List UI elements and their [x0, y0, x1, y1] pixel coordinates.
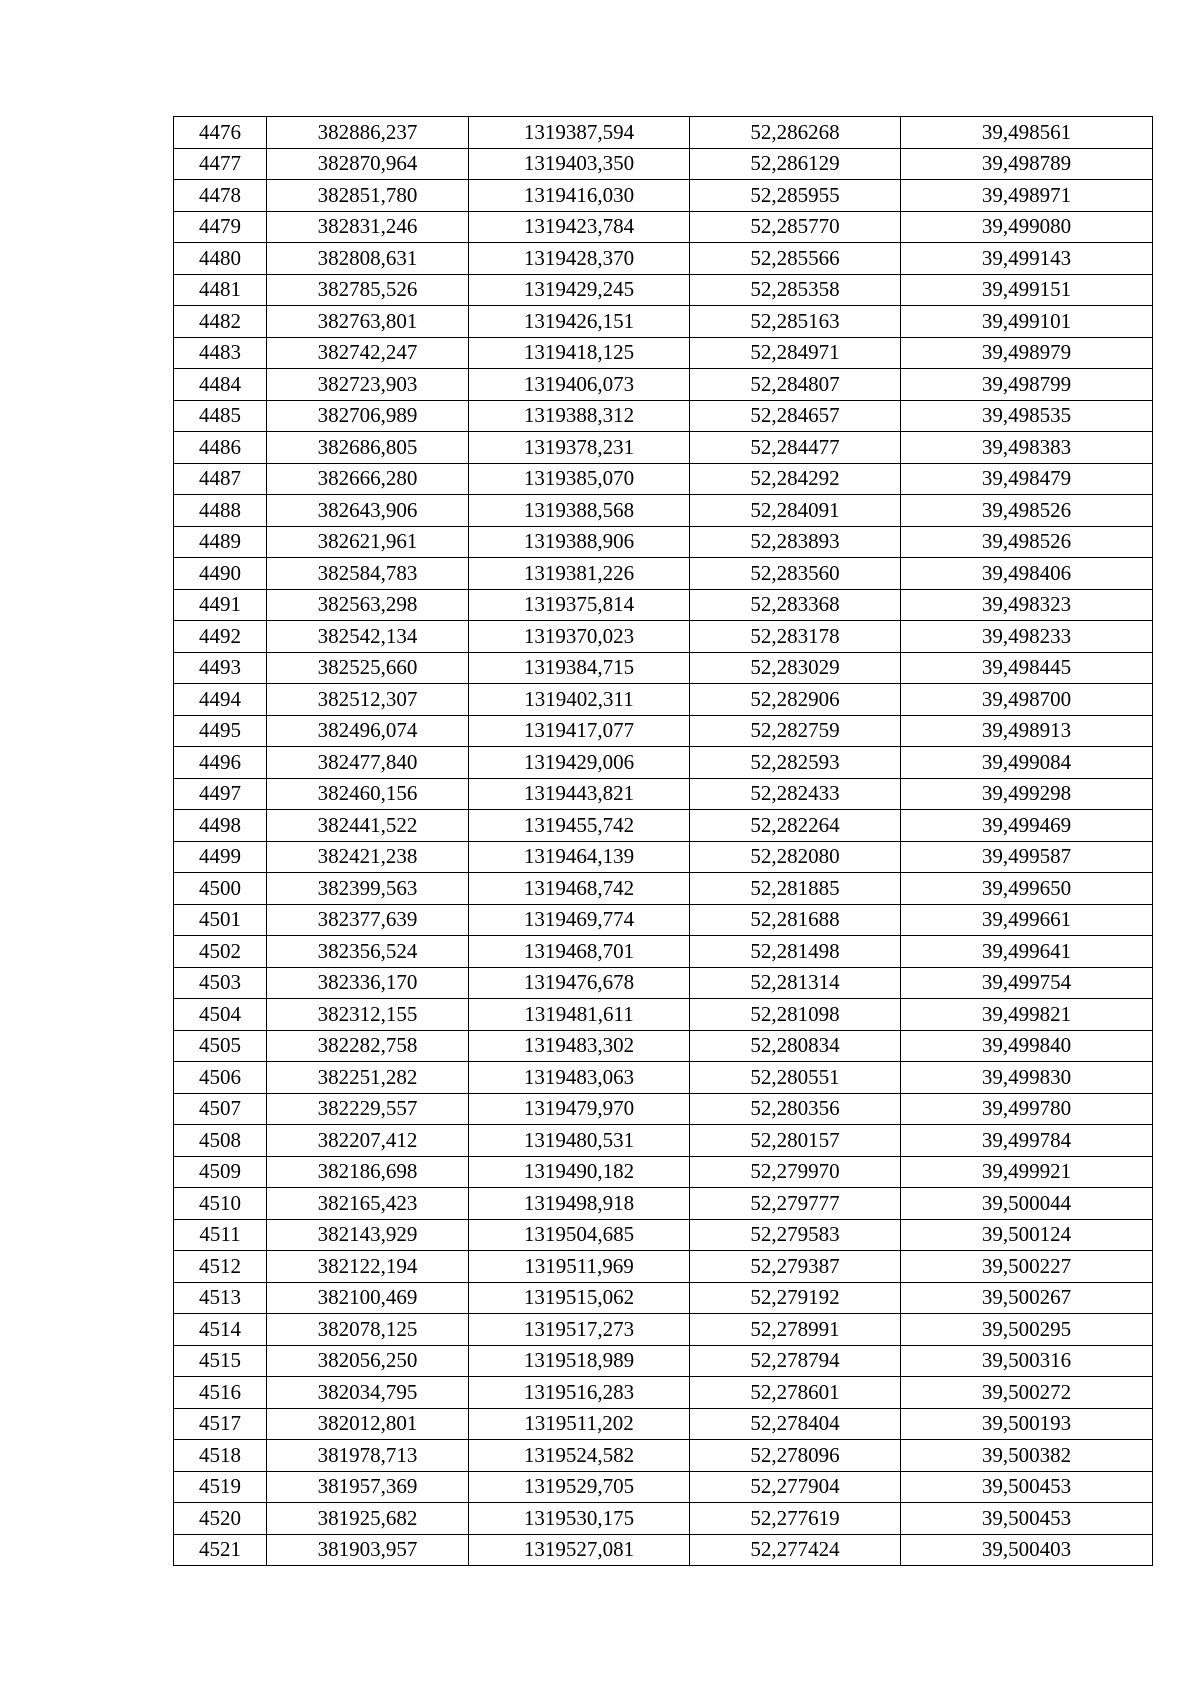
point-number-cell: 4479	[174, 211, 267, 243]
table-row	[174, 432, 1153, 464]
x-coordinate-cell: 382742,247	[267, 337, 469, 369]
x-coordinate-cell: 382399,563	[267, 873, 469, 905]
table-row	[174, 747, 1153, 779]
y-coordinate-cell: 1319476,678	[469, 967, 690, 999]
y-coordinate-cell: 1319403,350	[469, 148, 690, 180]
latitude-cell: 52,284477	[690, 432, 901, 464]
longitude-cell: 39,498526	[901, 526, 1153, 558]
point-number-cell: 4508	[174, 1125, 267, 1157]
table-row	[174, 117, 1153, 149]
longitude-cell: 39,500227	[901, 1251, 1153, 1283]
y-coordinate-cell: 1319455,742	[469, 810, 690, 842]
x-coordinate-cell: 382808,631	[267, 243, 469, 275]
table-row	[174, 243, 1153, 275]
x-coordinate-cell: 382496,074	[267, 715, 469, 747]
point-number-cell: 4498	[174, 810, 267, 842]
table-row	[174, 1251, 1153, 1283]
point-number-cell: 4480	[174, 243, 267, 275]
x-coordinate-cell: 382207,412	[267, 1125, 469, 1157]
y-coordinate-cell: 1319426,151	[469, 306, 690, 338]
table-row	[174, 1093, 1153, 1125]
table-row	[174, 558, 1153, 590]
y-coordinate-cell: 1319381,226	[469, 558, 690, 590]
table-row	[174, 967, 1153, 999]
point-number-cell: 4510	[174, 1188, 267, 1220]
point-number-cell: 4497	[174, 778, 267, 810]
x-coordinate-cell: 382763,801	[267, 306, 469, 338]
x-coordinate-cell: 382785,526	[267, 274, 469, 306]
table-row	[174, 1156, 1153, 1188]
x-coordinate-cell: 382460,156	[267, 778, 469, 810]
point-number-cell: 4503	[174, 967, 267, 999]
point-number-cell: 4488	[174, 495, 267, 527]
table-row	[174, 621, 1153, 653]
table-row	[174, 495, 1153, 527]
y-coordinate-cell: 1319385,070	[469, 463, 690, 495]
latitude-cell: 52,281885	[690, 873, 901, 905]
y-coordinate-cell: 1319483,063	[469, 1062, 690, 1094]
longitude-cell: 39,499784	[901, 1125, 1153, 1157]
x-coordinate-cell: 382831,246	[267, 211, 469, 243]
longitude-cell: 39,500453	[901, 1503, 1153, 1535]
y-coordinate-cell: 1319511,202	[469, 1408, 690, 1440]
latitude-cell: 52,282759	[690, 715, 901, 747]
x-coordinate-cell: 382078,125	[267, 1314, 469, 1346]
x-coordinate-cell: 382441,522	[267, 810, 469, 842]
table-row	[174, 936, 1153, 968]
x-coordinate-cell: 382643,906	[267, 495, 469, 527]
point-number-cell: 4509	[174, 1156, 267, 1188]
x-coordinate-cell: 382723,903	[267, 369, 469, 401]
x-coordinate-cell: 382312,155	[267, 999, 469, 1031]
y-coordinate-cell: 1319375,814	[469, 589, 690, 621]
longitude-cell: 39,498479	[901, 463, 1153, 495]
longitude-cell: 39,498913	[901, 715, 1153, 747]
latitude-cell: 52,283178	[690, 621, 901, 653]
x-coordinate-cell: 382477,840	[267, 747, 469, 779]
latitude-cell: 52,277904	[690, 1471, 901, 1503]
table-row	[174, 652, 1153, 684]
point-number-cell: 4506	[174, 1062, 267, 1094]
y-coordinate-cell: 1319530,175	[469, 1503, 690, 1535]
longitude-cell: 39,499821	[901, 999, 1153, 1031]
latitude-cell: 52,279583	[690, 1219, 901, 1251]
latitude-cell: 52,284657	[690, 400, 901, 432]
x-coordinate-cell: 382525,660	[267, 652, 469, 684]
latitude-cell: 52,279970	[690, 1156, 901, 1188]
point-number-cell: 4519	[174, 1471, 267, 1503]
x-coordinate-cell: 382886,237	[267, 117, 469, 149]
point-number-cell: 4518	[174, 1440, 267, 1472]
y-coordinate-cell: 1319469,774	[469, 904, 690, 936]
latitude-cell: 52,282906	[690, 684, 901, 716]
longitude-cell: 39,500453	[901, 1471, 1153, 1503]
point-number-cell: 4492	[174, 621, 267, 653]
y-coordinate-cell: 1319479,970	[469, 1093, 690, 1125]
y-coordinate-cell: 1319524,582	[469, 1440, 690, 1472]
latitude-cell: 52,286129	[690, 148, 901, 180]
table-row	[174, 1030, 1153, 1062]
x-coordinate-cell: 382229,557	[267, 1093, 469, 1125]
longitude-cell: 39,499084	[901, 747, 1153, 779]
table-row	[174, 589, 1153, 621]
y-coordinate-cell: 1319511,969	[469, 1251, 690, 1283]
longitude-cell: 39,499641	[901, 936, 1153, 968]
x-coordinate-cell: 382584,783	[267, 558, 469, 590]
longitude-cell: 39,500272	[901, 1377, 1153, 1409]
x-coordinate-cell: 382165,423	[267, 1188, 469, 1220]
latitude-cell: 52,285358	[690, 274, 901, 306]
point-number-cell: 4504	[174, 999, 267, 1031]
x-coordinate-cell: 382512,307	[267, 684, 469, 716]
table-row	[174, 1503, 1153, 1535]
y-coordinate-cell: 1319384,715	[469, 652, 690, 684]
x-coordinate-cell: 382686,805	[267, 432, 469, 464]
longitude-cell: 39,499298	[901, 778, 1153, 810]
x-coordinate-cell: 382666,280	[267, 463, 469, 495]
x-coordinate-cell: 382336,170	[267, 967, 469, 999]
latitude-cell: 52,284971	[690, 337, 901, 369]
table-row	[174, 211, 1153, 243]
point-number-cell: 4486	[174, 432, 267, 464]
latitude-cell: 52,283368	[690, 589, 901, 621]
y-coordinate-cell: 1319423,784	[469, 211, 690, 243]
x-coordinate-cell: 382122,194	[267, 1251, 469, 1283]
table-row	[174, 778, 1153, 810]
table-row	[174, 1377, 1153, 1409]
latitude-cell: 52,283029	[690, 652, 901, 684]
latitude-cell: 52,284292	[690, 463, 901, 495]
x-coordinate-cell: 381903,957	[267, 1534, 469, 1566]
table-row	[174, 1534, 1153, 1566]
longitude-cell: 39,500193	[901, 1408, 1153, 1440]
latitude-cell: 52,282433	[690, 778, 901, 810]
x-coordinate-cell: 382870,964	[267, 148, 469, 180]
x-coordinate-cell: 381957,369	[267, 1471, 469, 1503]
point-number-cell: 4505	[174, 1030, 267, 1062]
longitude-cell: 39,498799	[901, 369, 1153, 401]
longitude-cell: 39,498979	[901, 337, 1153, 369]
y-coordinate-cell: 1319527,081	[469, 1534, 690, 1566]
point-number-cell: 4494	[174, 684, 267, 716]
x-coordinate-cell: 382100,469	[267, 1282, 469, 1314]
y-coordinate-cell: 1319429,006	[469, 747, 690, 779]
x-coordinate-cell: 382034,795	[267, 1377, 469, 1409]
table-row	[174, 684, 1153, 716]
longitude-cell: 39,499780	[901, 1093, 1153, 1125]
point-number-cell: 4483	[174, 337, 267, 369]
y-coordinate-cell: 1319498,918	[469, 1188, 690, 1220]
latitude-cell: 52,285566	[690, 243, 901, 275]
longitude-cell: 39,498971	[901, 180, 1153, 212]
longitude-cell: 39,498535	[901, 400, 1153, 432]
point-number-cell: 4520	[174, 1503, 267, 1535]
table-row	[174, 1440, 1153, 1472]
table-row	[174, 1125, 1153, 1157]
table-row	[174, 1408, 1153, 1440]
latitude-cell: 52,283893	[690, 526, 901, 558]
table-row	[174, 306, 1153, 338]
y-coordinate-cell: 1319517,273	[469, 1314, 690, 1346]
longitude-cell: 39,500044	[901, 1188, 1153, 1220]
longitude-cell: 39,500267	[901, 1282, 1153, 1314]
table-row	[174, 148, 1153, 180]
latitude-cell: 52,279192	[690, 1282, 901, 1314]
point-number-cell: 4516	[174, 1377, 267, 1409]
table-row	[174, 999, 1153, 1031]
y-coordinate-cell: 1319388,312	[469, 400, 690, 432]
x-coordinate-cell: 382143,929	[267, 1219, 469, 1251]
y-coordinate-cell: 1319387,594	[469, 117, 690, 149]
x-coordinate-cell: 382542,134	[267, 621, 469, 653]
point-number-cell: 4514	[174, 1314, 267, 1346]
table-row	[174, 1188, 1153, 1220]
longitude-cell: 39,498526	[901, 495, 1153, 527]
latitude-cell: 52,280551	[690, 1062, 901, 1094]
table-row	[174, 1282, 1153, 1314]
latitude-cell: 52,282593	[690, 747, 901, 779]
table-row	[174, 400, 1153, 432]
point-number-cell: 4490	[174, 558, 267, 590]
table-row	[174, 1219, 1153, 1251]
x-coordinate-cell: 382356,524	[267, 936, 469, 968]
latitude-cell: 52,281314	[690, 967, 901, 999]
longitude-cell: 39,500124	[901, 1219, 1153, 1251]
longitude-cell: 39,498700	[901, 684, 1153, 716]
point-number-cell: 4476	[174, 117, 267, 149]
y-coordinate-cell: 1319464,139	[469, 841, 690, 873]
table-row	[174, 1345, 1153, 1377]
point-number-cell: 4482	[174, 306, 267, 338]
x-coordinate-cell: 381978,713	[267, 1440, 469, 1472]
latitude-cell: 52,281688	[690, 904, 901, 936]
y-coordinate-cell: 1319402,311	[469, 684, 690, 716]
y-coordinate-cell: 1319416,030	[469, 180, 690, 212]
y-coordinate-cell: 1319480,531	[469, 1125, 690, 1157]
x-coordinate-cell: 382282,758	[267, 1030, 469, 1062]
point-number-cell: 4501	[174, 904, 267, 936]
latitude-cell: 52,282080	[690, 841, 901, 873]
table-row	[174, 1062, 1153, 1094]
y-coordinate-cell: 1319518,989	[469, 1345, 690, 1377]
longitude-cell: 39,499661	[901, 904, 1153, 936]
table-row	[174, 180, 1153, 212]
latitude-cell: 52,279777	[690, 1188, 901, 1220]
x-coordinate-cell: 382186,698	[267, 1156, 469, 1188]
latitude-cell: 52,284091	[690, 495, 901, 527]
point-number-cell: 4487	[174, 463, 267, 495]
point-number-cell: 4507	[174, 1093, 267, 1125]
point-number-cell: 4496	[174, 747, 267, 779]
table-row	[174, 904, 1153, 936]
table-row	[174, 1314, 1153, 1346]
table-row	[174, 274, 1153, 306]
y-coordinate-cell: 1319504,685	[469, 1219, 690, 1251]
x-coordinate-cell: 382377,639	[267, 904, 469, 936]
longitude-cell: 39,499921	[901, 1156, 1153, 1188]
y-coordinate-cell: 1319515,062	[469, 1282, 690, 1314]
table-row	[174, 873, 1153, 905]
point-number-cell: 4512	[174, 1251, 267, 1283]
x-coordinate-cell: 381925,682	[267, 1503, 469, 1535]
y-coordinate-cell: 1319490,182	[469, 1156, 690, 1188]
y-coordinate-cell: 1319370,023	[469, 621, 690, 653]
longitude-cell: 39,498445	[901, 652, 1153, 684]
x-coordinate-cell: 382563,298	[267, 589, 469, 621]
point-number-cell: 4493	[174, 652, 267, 684]
y-coordinate-cell: 1319529,705	[469, 1471, 690, 1503]
longitude-cell: 39,498561	[901, 117, 1153, 149]
x-coordinate-cell: 382851,780	[267, 180, 469, 212]
latitude-cell: 52,277619	[690, 1503, 901, 1535]
longitude-cell: 39,499101	[901, 306, 1153, 338]
point-number-cell: 4500	[174, 873, 267, 905]
latitude-cell: 52,281098	[690, 999, 901, 1031]
longitude-cell: 39,498233	[901, 621, 1153, 653]
table-row	[174, 841, 1153, 873]
latitude-cell: 52,285163	[690, 306, 901, 338]
longitude-cell: 39,499587	[901, 841, 1153, 873]
latitude-cell: 52,285955	[690, 180, 901, 212]
longitude-cell: 39,499650	[901, 873, 1153, 905]
point-number-cell: 4513	[174, 1282, 267, 1314]
x-coordinate-cell: 382012,801	[267, 1408, 469, 1440]
longitude-cell: 39,500316	[901, 1345, 1153, 1377]
latitude-cell: 52,278404	[690, 1408, 901, 1440]
table-row	[174, 369, 1153, 401]
table-row	[174, 463, 1153, 495]
point-number-cell: 4477	[174, 148, 267, 180]
coordinates-table	[173, 116, 1153, 1566]
longitude-cell: 39,500403	[901, 1534, 1153, 1566]
longitude-cell: 39,499830	[901, 1062, 1153, 1094]
point-number-cell: 4517	[174, 1408, 267, 1440]
table-row	[174, 526, 1153, 558]
y-coordinate-cell: 1319406,073	[469, 369, 690, 401]
x-coordinate-cell: 382706,989	[267, 400, 469, 432]
latitude-cell: 52,279387	[690, 1251, 901, 1283]
y-coordinate-cell: 1319429,245	[469, 274, 690, 306]
x-coordinate-cell: 382621,961	[267, 526, 469, 558]
point-number-cell: 4499	[174, 841, 267, 873]
point-number-cell: 4515	[174, 1345, 267, 1377]
y-coordinate-cell: 1319428,370	[469, 243, 690, 275]
latitude-cell: 52,282264	[690, 810, 901, 842]
point-number-cell: 4521	[174, 1534, 267, 1566]
latitude-cell: 52,278991	[690, 1314, 901, 1346]
point-number-cell: 4502	[174, 936, 267, 968]
point-number-cell: 4485	[174, 400, 267, 432]
y-coordinate-cell: 1319388,568	[469, 495, 690, 527]
longitude-cell: 39,499469	[901, 810, 1153, 842]
latitude-cell: 52,277424	[690, 1534, 901, 1566]
y-coordinate-cell: 1319483,302	[469, 1030, 690, 1062]
y-coordinate-cell: 1319516,283	[469, 1377, 690, 1409]
latitude-cell: 52,284807	[690, 369, 901, 401]
latitude-cell: 52,278601	[690, 1377, 901, 1409]
longitude-cell: 39,499840	[901, 1030, 1153, 1062]
table-row	[174, 715, 1153, 747]
latitude-cell: 52,286268	[690, 117, 901, 149]
longitude-cell: 39,498406	[901, 558, 1153, 590]
longitude-cell: 39,499143	[901, 243, 1153, 275]
latitude-cell: 52,280834	[690, 1030, 901, 1062]
longitude-cell: 39,500295	[901, 1314, 1153, 1346]
latitude-cell: 52,283560	[690, 558, 901, 590]
longitude-cell: 39,498323	[901, 589, 1153, 621]
y-coordinate-cell: 1319468,742	[469, 873, 690, 905]
y-coordinate-cell: 1319481,611	[469, 999, 690, 1031]
table-row	[174, 1471, 1153, 1503]
latitude-cell: 52,280157	[690, 1125, 901, 1157]
point-number-cell: 4489	[174, 526, 267, 558]
x-coordinate-cell: 382251,282	[267, 1062, 469, 1094]
table-row	[174, 337, 1153, 369]
y-coordinate-cell: 1319417,077	[469, 715, 690, 747]
y-coordinate-cell: 1319388,906	[469, 526, 690, 558]
longitude-cell: 39,498789	[901, 148, 1153, 180]
point-number-cell: 4478	[174, 180, 267, 212]
latitude-cell: 52,278794	[690, 1345, 901, 1377]
point-number-cell: 4484	[174, 369, 267, 401]
longitude-cell: 39,499151	[901, 274, 1153, 306]
y-coordinate-cell: 1319418,125	[469, 337, 690, 369]
y-coordinate-cell: 1319378,231	[469, 432, 690, 464]
latitude-cell: 52,285770	[690, 211, 901, 243]
x-coordinate-cell: 382056,250	[267, 1345, 469, 1377]
latitude-cell: 52,278096	[690, 1440, 901, 1472]
point-number-cell: 4481	[174, 274, 267, 306]
y-coordinate-cell: 1319443,821	[469, 778, 690, 810]
point-number-cell: 4495	[174, 715, 267, 747]
latitude-cell: 52,281498	[690, 936, 901, 968]
latitude-cell: 52,280356	[690, 1093, 901, 1125]
y-coordinate-cell: 1319468,701	[469, 936, 690, 968]
point-number-cell: 4491	[174, 589, 267, 621]
longitude-cell: 39,499080	[901, 211, 1153, 243]
point-number-cell: 4511	[174, 1219, 267, 1251]
longitude-cell: 39,499754	[901, 967, 1153, 999]
longitude-cell: 39,498383	[901, 432, 1153, 464]
coordinates-table-body	[174, 117, 1153, 1566]
table-row	[174, 810, 1153, 842]
longitude-cell: 39,500382	[901, 1440, 1153, 1472]
x-coordinate-cell: 382421,238	[267, 841, 469, 873]
